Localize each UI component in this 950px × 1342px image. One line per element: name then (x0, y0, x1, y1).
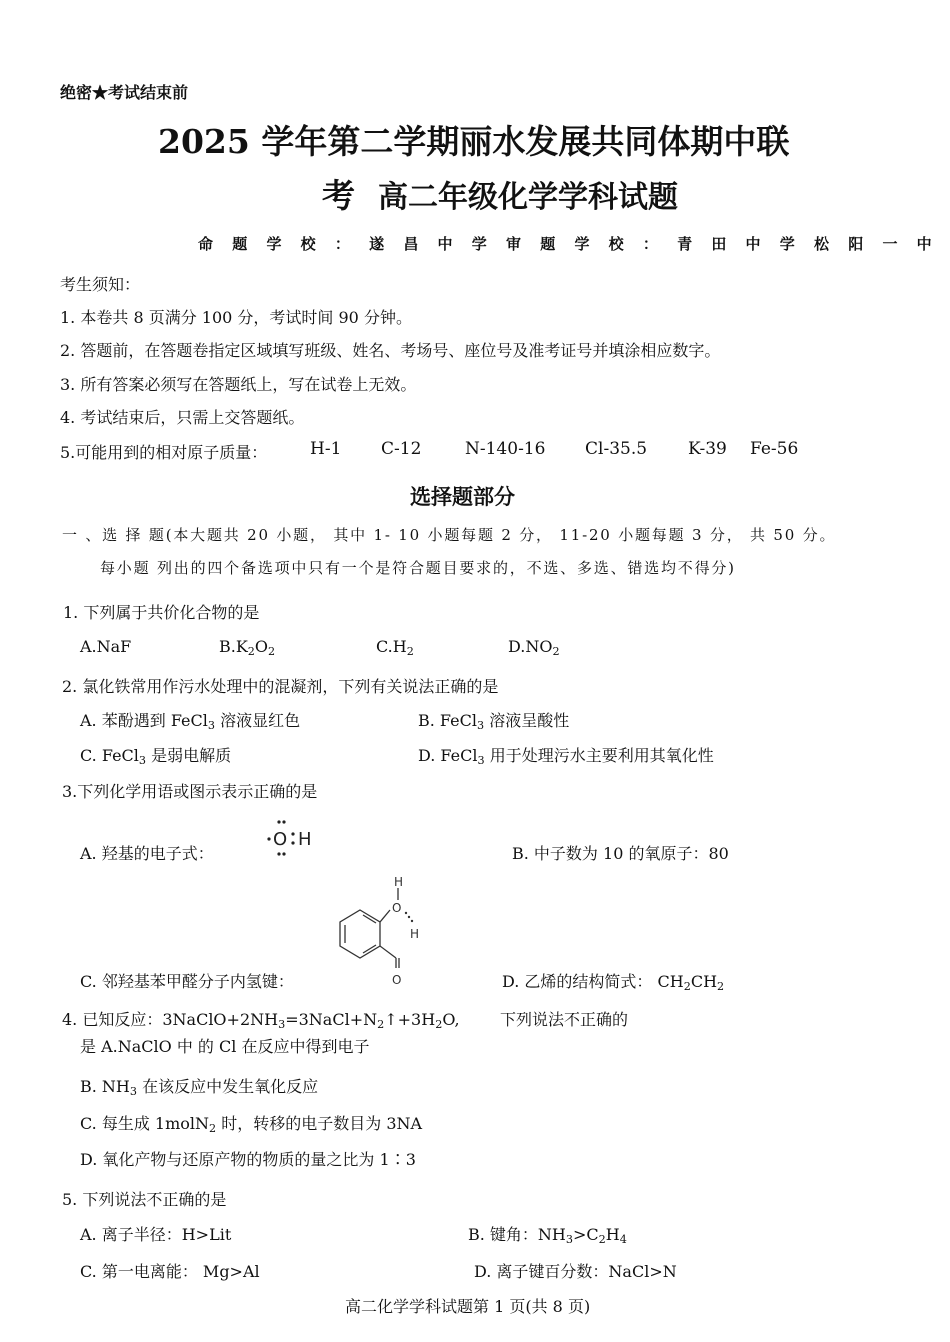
question-3-option-c: C. 邻羟基苯甲醛分子内氢键： (80, 972, 294, 991)
question-3-option-d: D. 乙烯的结构简式： $CH_2CH_2$ (502, 972, 725, 993)
school-credits: 命 题 学 校 ： 遂 昌 中 学 审 题 学 校 ： 青 田 中 学 松 阳 一 中 (198, 235, 939, 253)
question-2-option-a: A. 苯酚遇到 FeCl$_3$ 溶液显红色 (80, 711, 301, 732)
hydrogen-symbol: H (298, 829, 312, 850)
atomic-mass: C-12 (381, 439, 422, 459)
question-2-option-c: C. FeCl$_3$ 是弱电解质 (80, 746, 232, 767)
salicylaldehyde-structure (330, 872, 440, 990)
atomic-mass: N-140-16 (465, 439, 546, 459)
hydroxyl-hydrogen-label: H (394, 875, 404, 889)
aldehyde-oxygen-label: O (392, 973, 402, 987)
question-1-stem: 1. 下列属于共价化合物的是 (63, 603, 260, 622)
page-footer: 高二化学学科试题第 1 页(共 8 页) (345, 1297, 591, 1316)
notice-item: 4. 考试结束后，只需上交答题纸。 (60, 408, 305, 427)
question-4-stem: 4. 已知反应：$3NaClO+2NH_3=3NaCl+N_2↑+3H_2O$, (62, 1010, 460, 1031)
instructions-line2: 每小题 列出的四个备选项中只有一个是符合题目要求的，不选、多选、错选均不得分) (100, 559, 736, 577)
exam-title-line2-a: 考 (322, 176, 355, 215)
question-5-option-a: A. 离子半径：H>Lit (80, 1225, 232, 1244)
question-4-option-a: 是 A.NaClO 中 的 Cl 在反应中得到电子 (80, 1037, 370, 1056)
question-5-option-d: D. 离子键百分数：NaCl>N (474, 1262, 677, 1281)
question-4-option-c: C. 每生成 1molN$_2$ 时，转移的电子数目为 3NA (80, 1114, 423, 1135)
atomic-mass: Fe-56 (750, 439, 799, 459)
question-4-option-d: D. 氧化产物与还原产物的物质的量之比为 1∶3 (80, 1150, 416, 1169)
notice-heading: 考生须知： (60, 275, 141, 294)
question-1-option-c: $C.H_2$ (376, 637, 414, 658)
question-5-option-c: C. 第一电离能： Mg>Al (80, 1262, 260, 1281)
question-2-option-d: D. FeCl$_3$ 用于处理污水主要利用其氧化性 (418, 746, 714, 767)
atomic-mass: K-39 (688, 439, 727, 459)
question-2-stem: 2. 氯化铁常用作污水处理中的混凝剂，下列有关说法正确的是 (62, 677, 499, 696)
hydroxyl-electron-formula (262, 816, 324, 860)
question-5-stem: 5. 下列说法不正确的是 (62, 1190, 227, 1209)
question-1-option-b: $B.K_2O_2$ (219, 637, 276, 658)
question-3-option-a: A. 羟基的电子式： (80, 844, 214, 863)
question-5-option-b: B. 键角：$NH_3>C_2H_4$ (468, 1225, 627, 1246)
confidential-label: 绝密★考试结束前 (60, 83, 189, 102)
exam-title-line1: 2025 学年第二学期丽水发展共同体期中联 (158, 122, 790, 161)
question-4-option-b: B. $NH_3$ 在该反应中发生氧化反应 (80, 1077, 319, 1098)
section-title: 选择题部分 (410, 484, 515, 509)
notice-item: 3. 所有答案必须写在答题纸上，写在试卷上无效。 (60, 375, 417, 394)
question-4-stem-tail: 下列说法不正确的 (500, 1010, 629, 1029)
notice-item: 2. 答题前，在答题卷指定区域填写班级、姓名、考场号、座位号及准考证号并填涂相应数字。 (60, 341, 721, 360)
question-3-stem: 3.下列化学用语或图示表示正确的是 (62, 782, 318, 801)
notice-item: 1. 本卷共 8 页满分 100 分，考试时间 90 分钟。 (60, 308, 412, 327)
atomic-masses-label: 5.可能用到的相对原子质量： (60, 443, 268, 462)
question-1-option-a: A.NaF (80, 637, 132, 656)
oxygen-symbol: O (273, 829, 288, 850)
question-1-option-d: $D.NO_2$ (508, 637, 560, 658)
question-2-option-b: B. FeCl$_3$ 溶液呈酸性 (418, 711, 570, 732)
question-3-option-b: B. 中子数为 10 的氧原子：80 (512, 844, 729, 863)
aldehyde-hydrogen-label: H (410, 927, 420, 941)
hydroxyl-oxygen-label: O (392, 901, 402, 915)
instructions-line1: 一 、选 择 题(本大题共 20 小题， 其中 1- 10 小题每题 2 分， 11-20 小题每题 3 分， 共 50 分。 (62, 526, 837, 544)
atomic-mass: H-1 (310, 439, 342, 459)
atomic-mass: Cl-35.5 (585, 439, 648, 459)
exam-title-line2-b: 高二年级化学学科试题 (378, 180, 678, 215)
